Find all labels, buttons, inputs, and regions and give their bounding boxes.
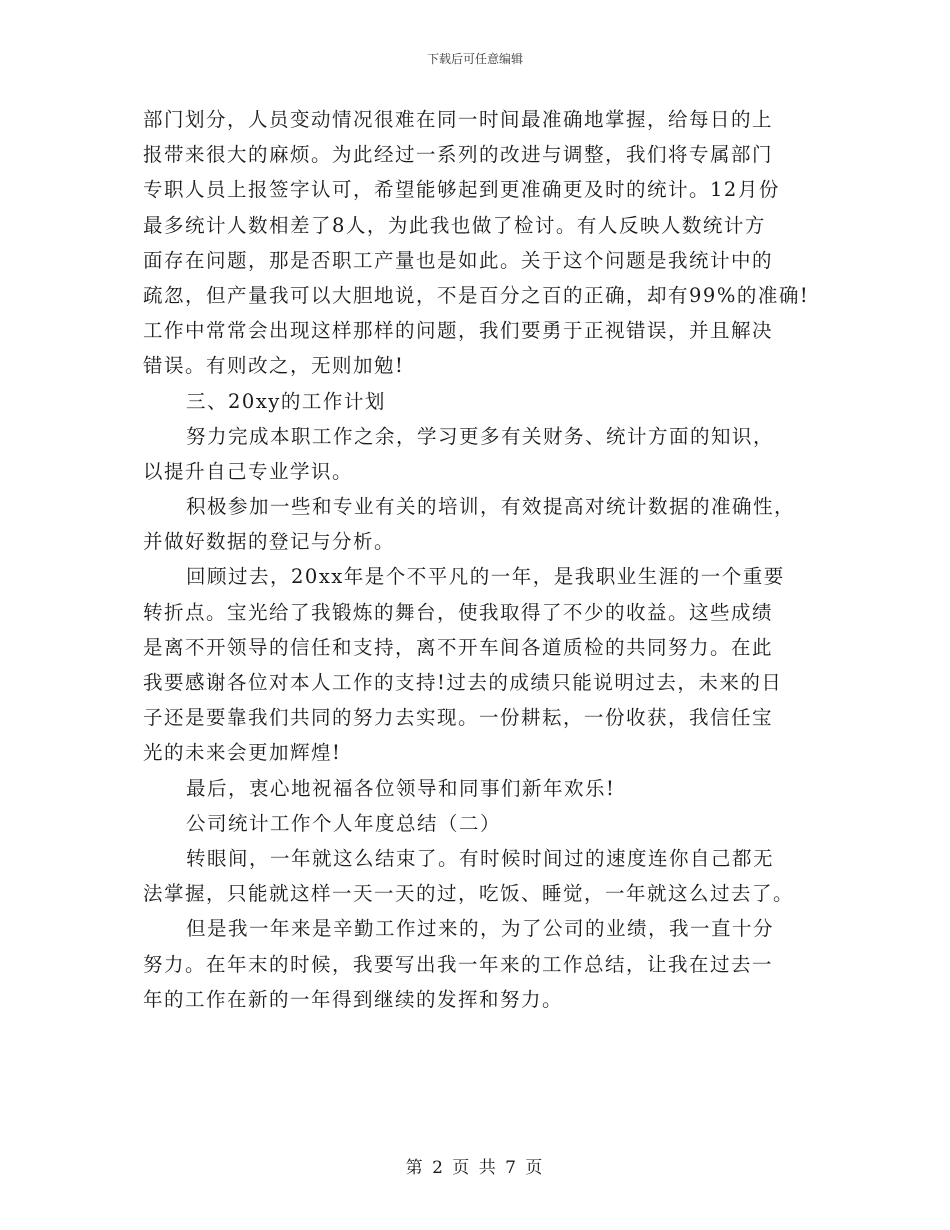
text-line: 转眼间，一年就这么结束了。有时候时间过的速度连你自己都无 — [186, 846, 775, 870]
text-line: 回顾过去，20xx年是个不平凡的一年，是我职业生涯的一个重要 — [186, 565, 785, 589]
text-line: 转折点。宝光给了我锻炼的舞台，使我取得了不少的收益。这些成绩 — [143, 600, 774, 624]
text-line: 年的工作在新的一年得到继续的发挥和努力。 — [143, 987, 564, 1011]
text-line: 最多统计人数相差了8人，为此我也做了检讨。有人反映人数统计方 — [143, 213, 766, 237]
text-line: 疏忽，但产量我可以大胆地说，不是百分之百的正确，却有99%的准确! — [143, 283, 810, 307]
text-line: 并做好数据的登记与分析。 — [143, 530, 396, 554]
document-body — [143, 102, 823, 1017]
text-line: 面存在问题，那是否职工产量也是如此。关于这个问题是我统计中的 — [143, 248, 774, 272]
section-heading: 公司统计工作个人年度总结（二） — [186, 811, 502, 835]
text-line: 法掌握，只能就这样一天一天的过，吃饭、睡觉，一年就这么过去了。 — [143, 882, 795, 906]
text-line: 部门划分，人员变动情况很难在同一时间最准确地掌握，给每日的上 — [143, 108, 774, 131]
page-header: 下载后可任意编辑 — [426, 52, 523, 66]
text-line: 但是我一年来是辛勤工作过来的，为了公司的业绩，我一直十分 — [186, 917, 775, 941]
text-line: 是离不开领导的信任和支持，离不开车间各道质检的共同努力。在此 — [143, 635, 774, 659]
text-line: 努力。在年末的时候，我要写出我一年来的工作总结，让我在过去一 — [143, 952, 774, 976]
text-line: 工作中常常会出现这样那样的问题，我们要勇于正视错误，并且解决 — [143, 319, 774, 343]
text-line: 以提升自己专业学识。 — [143, 459, 354, 483]
page-footer: 第 2 页 共 7 页 — [405, 1158, 545, 1178]
text-line: 积极参加一些和专业有关的培训，有效提高对统计数据的准确性， — [186, 495, 796, 519]
text-line: 最后，衷心地祝福各位领导和同事们新年欢乐! — [186, 776, 616, 800]
section-heading: 三、20xy的工作计划 — [186, 389, 386, 413]
text-line: 错误。有则改之，无则加勉! — [143, 354, 405, 378]
text-line: 子还是要靠我们共同的努力去实现。一份耕耘，一份收获，我信任宝 — [143, 706, 774, 730]
text-line: 光的未来会更加辉煌! — [143, 741, 342, 765]
text-line: 努力完成本职工作之余，学习更多有关财务、统计方面的知识， — [186, 424, 775, 448]
text-line: 我要感谢各位对本人工作的支持!过去的成绩只能说明过去，未来的日 — [143, 671, 783, 694]
text-line: 报带来很大的麻烦。为此经过一系列的改进与调整，我们将专属部门 — [143, 143, 774, 167]
text-line: 专职人员上报签字认可，希望能够起到更准确更及时的统计。12月份 — [143, 178, 780, 202]
